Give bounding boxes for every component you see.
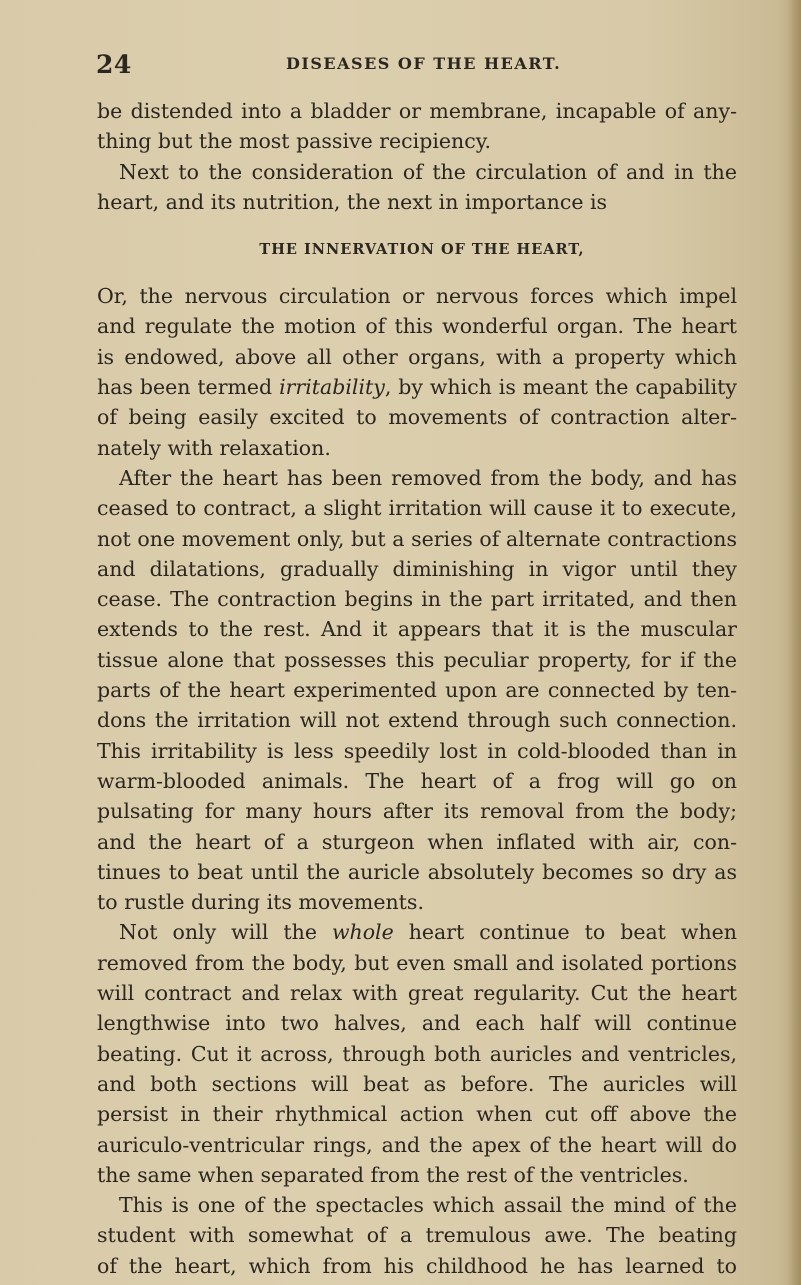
text-line: student with somewhat of a tremulous awe. The beating	[97, 1223, 737, 1248]
text-line	[97, 917, 737, 947]
text-line: ceased to contract, a slight irritation will cause it to execute,	[97, 496, 737, 521]
page-edge-shadow	[787, 0, 801, 1285]
text-line: be distended into a bladder or membrane, incapable of any-	[97, 99, 737, 123]
text-line: will contract and relax with great regularity. Cut the heart	[97, 981, 737, 1006]
text-line: lengthwise into two halves, and each half will continue	[97, 1011, 737, 1036]
text-line: and dilatations, gradually diminishing in vigor until they	[97, 556, 737, 581]
text-line: cease. The contraction begins in the part irritated, and then	[97, 587, 737, 612]
text-line: pulsating for many hours after its removal from the body;	[97, 799, 737, 824]
text-line: dons the irritation will not extend through such connection.	[97, 708, 737, 733]
text-line: removed from the body, but even small and isolated portions	[97, 950, 737, 975]
text-line: This is one of the spectacles which assail the mind of the	[119, 1193, 737, 1218]
body-text	[97, 96, 737, 1281]
text-line: Next to the consideration of the circulation of and in the	[119, 159, 737, 184]
text-line: and regulate the motion of this wonderful organ. The heart	[97, 314, 737, 339]
text-line: the same when separated from the rest of the ventricles.	[97, 1162, 689, 1187]
text-line: tissue alone that possesses this peculiar property, for if the	[97, 647, 737, 672]
text-line: is endowed, above all other organs, with a property which	[97, 344, 737, 369]
text-fragment: has been termed	[97, 375, 280, 400]
text-line: warm-blooded animals. The heart of a frog will go on	[97, 768, 737, 793]
text-line: persist in their rhythmical action when cut off above the	[97, 1102, 737, 1127]
text-line: nately with relaxation.	[97, 435, 331, 460]
italic-term: irritability	[279, 375, 385, 400]
text-line: not one movement only, but a series of alternate contractions	[97, 526, 737, 551]
text-line: After the heart has been removed from the body, and has	[119, 465, 737, 490]
page-header	[96, 50, 736, 84]
page-number: 24	[96, 50, 132, 79]
text-line: auriculo-ventricular rings, and the apex of the heart will do	[97, 1132, 737, 1157]
text-fragment: , by which is meant the capability	[384, 375, 737, 400]
text-line: thing but the most passive recipiency.	[97, 129, 492, 154]
text-fragment: heart continue to beat when	[393, 920, 737, 945]
running-head: DISEASES OF THE HEART.	[286, 54, 562, 73]
section-subheading: THE INNERVATION OF THE HEART,	[259, 241, 585, 259]
text-line: extends to the rest. And it appears that it is the muscular	[97, 617, 737, 642]
text-line: heart, and its nutrition, the next in importance is	[97, 189, 608, 214]
text-line	[97, 372, 737, 402]
text-line: of the heart, which from his childhood he has learned to	[97, 1253, 737, 1278]
text-line: of being easily excited to movements of contraction alter-	[97, 405, 737, 430]
text-fragment: Not only will the	[119, 920, 332, 945]
italic-term: whole	[331, 920, 394, 945]
text-line: and both sections will beat as before. The auricles will	[97, 1071, 737, 1096]
text-line: parts of the heart experimented upon are connected by ten-	[97, 678, 737, 703]
text-line: Or, the nervous circulation or nervous forces which impel	[97, 284, 737, 309]
text-line: This irritability is less speedily lost in cold-blooded than in	[97, 738, 737, 763]
text-line: and the heart of a sturgeon when inflated with air, con-	[97, 829, 737, 854]
text-line: beating. Cut it across, through both auricles and ventricles,	[97, 1041, 737, 1066]
text-line: to rustle during its movements.	[97, 890, 424, 915]
text-line: tinues to beat until the auricle absolutely becomes so dry as	[97, 859, 737, 884]
